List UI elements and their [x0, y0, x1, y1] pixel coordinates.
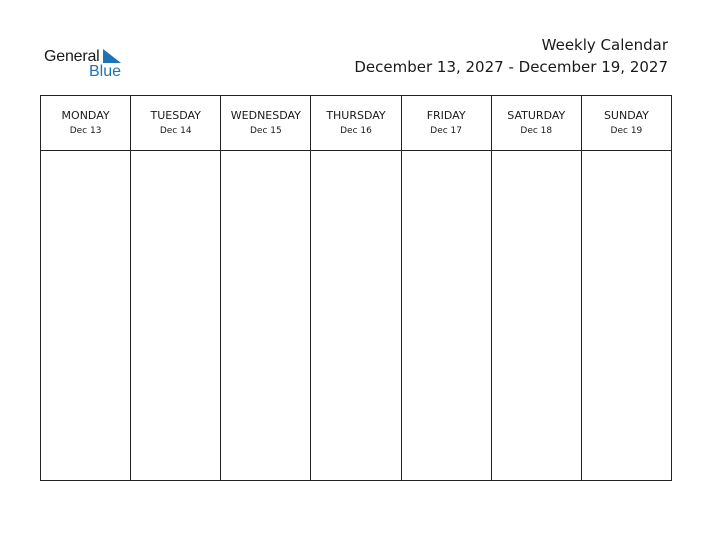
day-cell[interactable]: [492, 151, 581, 480]
date-range: December 13, 2027 - December 19, 2027: [354, 58, 668, 76]
day-name: MONDAY: [61, 109, 110, 122]
day-date: Dec 19: [610, 126, 643, 136]
day-header: [131, 96, 220, 151]
day-column-sunday: [582, 96, 671, 480]
week-grid: [40, 95, 672, 481]
day-date: Dec 14: [159, 126, 192, 136]
day-name: TUESDAY: [150, 109, 201, 122]
day-column-wednesday: [221, 96, 311, 480]
day-name: THURSDAY: [326, 109, 386, 122]
day-column-monday: [41, 96, 131, 480]
day-header: [221, 96, 310, 151]
day-header: [41, 96, 130, 151]
day-header: [582, 96, 671, 151]
day-column-saturday: [492, 96, 582, 480]
calendar-title: Weekly Calendar: [541, 36, 668, 54]
day-name: SUNDAY: [603, 109, 649, 122]
logo: [44, 46, 128, 82]
logo-triangle-icon: [103, 49, 121, 63]
day-cell[interactable]: [311, 151, 400, 480]
day-header: [402, 96, 491, 151]
day-column-thursday: [311, 96, 401, 480]
day-date: Dec 18: [520, 126, 553, 136]
day-cell[interactable]: [221, 151, 310, 480]
day-header: [311, 96, 400, 151]
day-date: Dec 16: [340, 126, 372, 136]
day-name: WEDNESDAY: [230, 109, 301, 122]
day-date: Dec 13: [69, 126, 102, 136]
day-date: Dec 15: [249, 126, 282, 136]
day-header: [492, 96, 581, 151]
day-cell[interactable]: [402, 151, 491, 480]
day-cell[interactable]: [131, 151, 220, 480]
day-column-tuesday: [131, 96, 221, 480]
day-date: Dec 17: [430, 126, 462, 136]
calendar-header: [354, 35, 668, 78]
day-name: FRIDAY: [426, 109, 466, 122]
logo-text-blue: Blue: [89, 63, 122, 80]
day-column-friday: [402, 96, 492, 480]
day-cell[interactable]: [582, 151, 671, 480]
logo-text-general: General: [44, 48, 100, 65]
day-name: SATURDAY: [507, 109, 566, 122]
day-cell[interactable]: [41, 151, 130, 480]
